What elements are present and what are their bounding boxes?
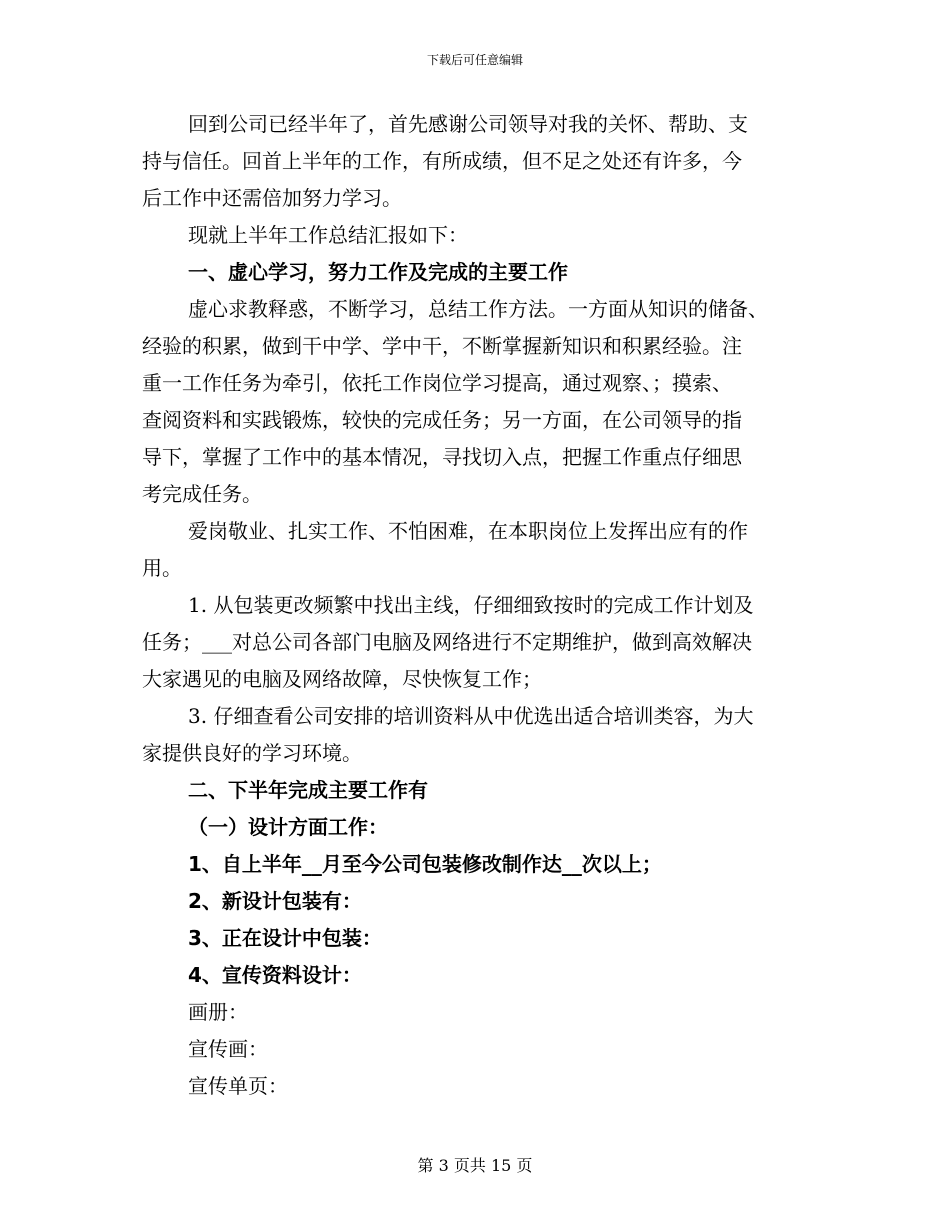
section-heading: 一、虚心学习，努力工作及完成的主要工作 [188,260,568,284]
paragraph-line: 查阅资料和实践锻炼，较快的完成任务；另一方面，在公司领导的指 [142,408,742,432]
subsection-heading: （一）设计方面工作： [188,815,388,839]
list-item-line: 家提供良好的学习环境。 [142,741,362,765]
field-label: 宣传画： [188,1037,268,1061]
paragraph-line: 考完成任务。 [142,482,262,506]
numbered-item: 1、自上半年__月至今公司包装修改制作达__次以上； [188,852,662,876]
section-heading: 二、下半年完成主要工作有 [188,778,428,802]
paragraph-line: 导下，掌握了工作中的基本情况，寻找切入点，把握工作重点仔细思 [142,445,742,469]
paragraph-line: 现就上半年工作总结汇报如下： [188,223,468,247]
paragraph-line: 经验的积累，做到干中学、学中干，不断掌握新知识和积累经验。注 [142,334,742,358]
paragraph-line: 爱岗敬业、扎实工作、不怕困难，在本职岗位上发挥出应有的作 [188,519,748,543]
list-item-line: 任务；___对总公司各部门电脑及网络进行不定期维护，做到高效解决 [142,630,752,654]
field-label: 宣传单页： [188,1074,288,1098]
paragraph-line: 回到公司已经半年了，首先感谢公司领导对我的关怀、帮助、支 [188,112,748,136]
field-label: 画册： [188,1000,248,1024]
page-footer: 第 3 页共 15 页 [417,1156,533,1175]
paragraph-line: 重一工作任务为牵引，依托工作岗位学习提高，通过观察、；摸索、 [142,371,732,395]
numbered-item: 2、新设计包装有： [188,889,362,913]
paragraph-line: 后工作中还需倍加努力学习。 [142,186,402,210]
page-header: 下载后可任意编辑 [426,53,523,67]
list-item-line: 3. 仔细查看公司安排的培训资料从中优选出适合培训类容，为大 [188,704,754,728]
list-item-line: 1. 从包装更改频繁中找出主线，仔细细致按时的完成工作计划及 [188,593,754,617]
list-item-line: 大家遇见的电脑及网络故障，尽快恢复工作； [142,667,542,691]
numbered-item: 4、宣传资料设计： [188,963,362,987]
paragraph-line: 用。 [142,556,182,580]
numbered-item: 3、正在设计中包装： [188,926,382,950]
document-body [142,106,810,1105]
paragraph-line: 虚心求教释惑，不断学习，总结工作方法。一方面从知识的储备、 [188,297,768,321]
paragraph-line: 持与信任。回首上半年的工作，有所成绩，但不足之处还有许多，今 [142,149,742,173]
